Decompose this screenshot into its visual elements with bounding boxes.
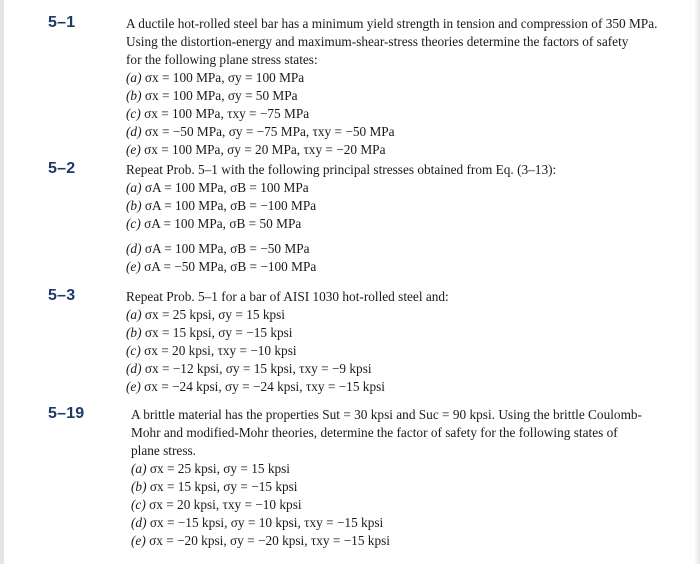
part-label: (d) xyxy=(131,515,147,530)
part-label: (e) xyxy=(131,533,146,548)
problem-part xyxy=(131,514,383,532)
part-label: (c) xyxy=(131,497,146,512)
problem-part xyxy=(126,123,395,141)
part-text: σx = 25 kpsi, σy = 15 kpsi xyxy=(149,461,290,476)
part-label: (a) xyxy=(126,180,142,195)
part-text: σx = 100 MPa, σy = 100 MPa xyxy=(144,70,305,85)
part-text: σx = 15 kpsi, σy = −15 kpsi xyxy=(144,325,293,340)
part-text: σA = 100 MPa, σB = −100 MPa xyxy=(144,198,317,213)
problem-text-line: Mohr and modified-Mohr theories, determine the factor of safety for the following states of xyxy=(131,425,618,440)
part-text: σx = 100 MPa, σy = 20 MPa, τxy = −20 MPa xyxy=(144,142,386,157)
part-text: σx = 100 MPa, σy = 50 MPa xyxy=(144,88,298,103)
problem-number: 5–19 xyxy=(48,405,85,422)
page-right-edge xyxy=(694,0,700,564)
part-text: σx = −24 kpsi, σy = −24 kpsi, τxy = −15 kpsi xyxy=(144,379,385,394)
problem-part xyxy=(131,532,390,550)
part-label: (e) xyxy=(126,259,141,274)
problem-part xyxy=(126,324,293,342)
part-text: σx = −15 kpsi, σy = 10 kpsi, τxy = −15 kpsi xyxy=(149,515,384,530)
part-text: σx = 25 kpsi, σy = 15 kpsi xyxy=(144,307,285,322)
part-text: σx = 15 kpsi, σy = −15 kpsi xyxy=(149,479,298,494)
problem-part xyxy=(126,240,310,258)
part-text: σx = 20 kpsi, τxy = −10 kpsi xyxy=(144,343,297,358)
problem-part xyxy=(126,215,301,233)
part-label: (b) xyxy=(131,479,147,494)
problem-text-line: plane stress. xyxy=(131,443,196,458)
problem-text-line: for the following plane stress states: xyxy=(126,52,318,67)
problem-part xyxy=(126,141,385,159)
part-label: (d) xyxy=(126,361,142,376)
problem-number: 5–3 xyxy=(48,287,76,304)
problem-part xyxy=(126,87,298,105)
problem-part xyxy=(131,460,290,478)
part-label: (b) xyxy=(126,325,142,340)
part-label: (b) xyxy=(126,88,142,103)
part-text: σx = 20 kpsi, τxy = −10 kpsi xyxy=(149,497,302,512)
problem-text-line: Repeat Prob. 5–1 with the following principal stresses obtained from Eq. (3–13): xyxy=(126,162,557,177)
problem-text-line: Repeat Prob. 5–1 for a bar of AISI 1030 hot-rolled steel and: xyxy=(126,289,449,304)
problem-part xyxy=(126,360,372,378)
part-text: σA = 100 MPa, σB = 100 MPa xyxy=(144,180,309,195)
part-label: (c) xyxy=(126,106,141,121)
part-text: σx = −50 MPa, σy = −75 MPa, τxy = −50 MPa xyxy=(144,124,395,139)
page-left-edge xyxy=(0,0,4,564)
problem-part xyxy=(131,496,302,514)
part-label: (c) xyxy=(126,343,141,358)
problem-part xyxy=(126,342,297,360)
part-label: (e) xyxy=(126,142,141,157)
problem-text-line: A ductile hot-rolled steel bar has a minimum yield strength in tension and compression of 350 MPa. xyxy=(126,16,658,31)
problem-part xyxy=(126,197,316,215)
part-text: σx = 100 MPa, τxy = −75 MPa xyxy=(144,106,310,121)
problem-part xyxy=(126,258,316,276)
part-text: σA = −50 MPa, σB = −100 MPa xyxy=(144,259,317,274)
part-text: σx = −12 kpsi, σy = 15 kpsi, τxy = −9 kpsi xyxy=(144,361,372,376)
problem-text-line: A brittle material has the properties Sut = 30 kpsi and Suc = 90 kpsi. Using the brittle Coulomb- xyxy=(131,407,642,422)
part-text: σA = 100 MPa, σB = 50 MPa xyxy=(144,216,302,231)
part-text: σx = −20 kpsi, σy = −20 kpsi, τxy = −15 kpsi xyxy=(149,533,390,548)
part-label: (a) xyxy=(126,70,142,85)
part-text: σA = 100 MPa, σB = −50 MPa xyxy=(144,241,310,256)
problem-text-line: Using the distortion-energy and maximum-shear-stress theories determine the factors of safety xyxy=(126,34,629,49)
part-label: (c) xyxy=(126,216,141,231)
problem-part xyxy=(126,105,309,123)
part-label: (a) xyxy=(126,307,142,322)
problem-part xyxy=(126,179,309,197)
part-label: (a) xyxy=(131,461,147,476)
problem-part xyxy=(126,378,385,396)
part-label: (d) xyxy=(126,124,142,139)
problem-part xyxy=(126,69,304,87)
problem-part xyxy=(131,478,298,496)
problem-number: 5–2 xyxy=(48,160,76,177)
problem-number: 5–1 xyxy=(48,14,76,31)
problem-part xyxy=(126,306,285,324)
part-label: (b) xyxy=(126,198,142,213)
part-label: (d) xyxy=(126,241,142,256)
part-label: (e) xyxy=(126,379,141,394)
